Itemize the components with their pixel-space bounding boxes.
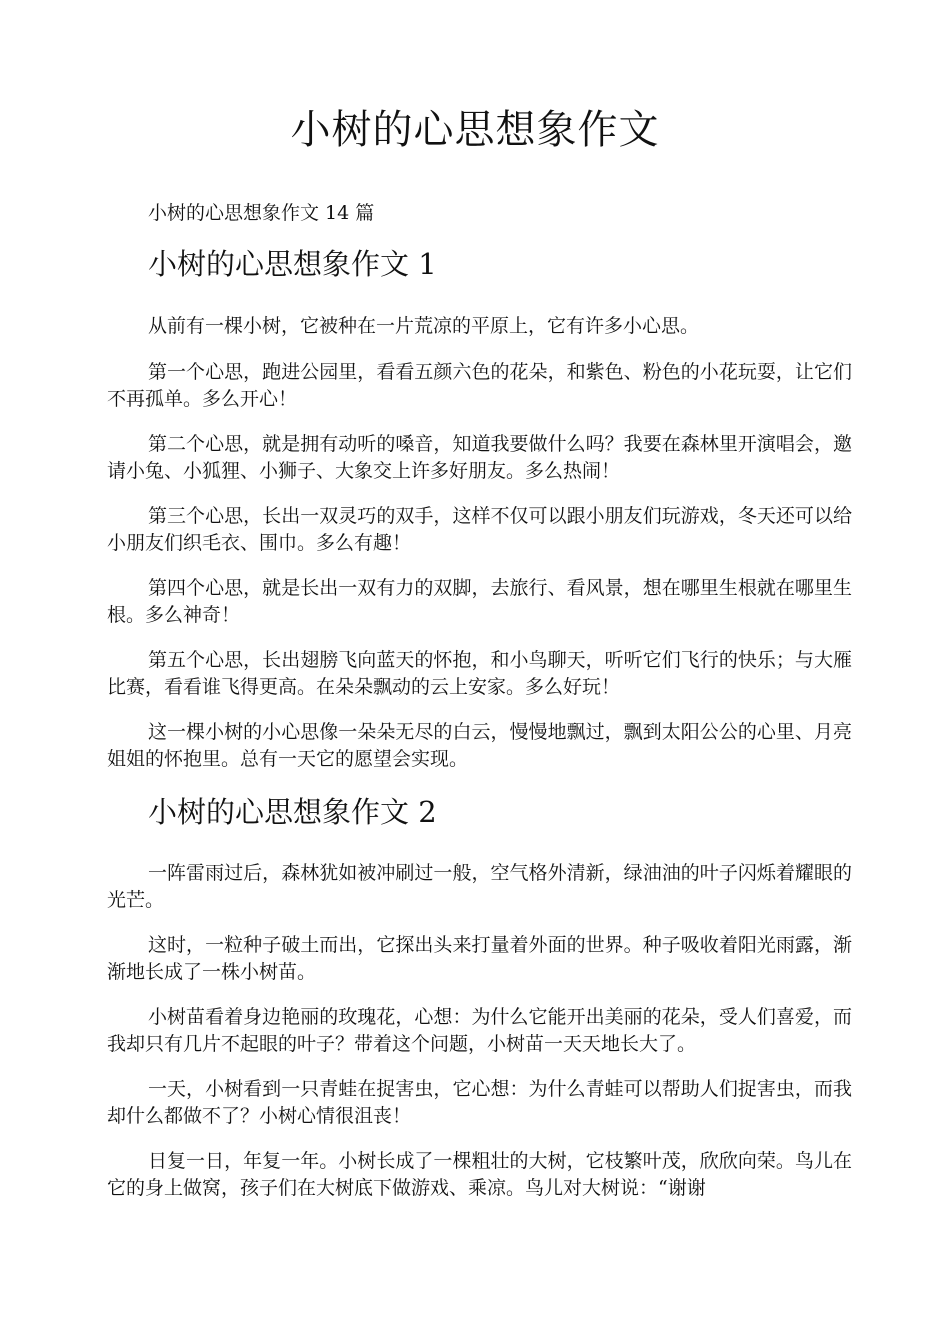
paragraph: 第一个心思，跑进公园里，看看五颜六色的花朵，和紫色、粉色的小花玩耍，让它们不再孤单。多么开心！: [107, 361, 852, 410]
paragraph: 从前有一棵小树，它被种在一片荒凉的平原上，它有许多小心思。: [148, 315, 700, 337]
paragraph: 一天，小树看到一只青蛙在捉害虫，它心想：为什么青蛙可以帮助人们捉害虫，而我却什么都做不了？小树心情很沮丧！: [107, 1078, 852, 1127]
paragraph: 日复一日，年复一年。小树长成了一棵粗壮的大树，它枝繁叶茂，欣欣向荣。鸟儿在它的身上做窝，孩子们在大树底下做游戏、乘凉。鸟儿对大树说：“谢谢: [107, 1150, 852, 1199]
paragraph: 这一棵小树的小心思像一朵朵无尽的白云，慢慢地飘过，飘到太阳公公的心里、月亮姐姐的怀抱里。总有一天它的愿望会实现。: [107, 721, 852, 770]
paragraph: 第四个心思，就是长出一双有力的双脚，去旅行、看风景，想在哪里生根就在哪里生根。多么神奇！: [107, 577, 852, 626]
paragraph: 小树苗看着身边艳丽的玫瑰花，心想：为什么它能开出美丽的花朵，受人们喜爱，而我却只有几片不起眼的叶子？带着这个问题，小树苗一天天地长大了。: [107, 1006, 852, 1055]
section-heading-2: 小树的心思想象作文 2: [148, 795, 437, 829]
section-heading-1: 小树的心思想象作文 1: [148, 247, 437, 281]
paragraph: 第三个心思，长出一双灵巧的双手，这样不仅可以跟小朋友们玩游戏，冬天还可以给小朋友们织毛衣、围巾。多么有趣！: [107, 505, 852, 554]
paragraph: 第五个心思，长出翅膀飞向蓝天的怀抱，和小鸟聊天，听听它们飞行的快乐；与大雁比赛，看看谁飞得更高。在朵朵飘动的云上安家。多么好玩！: [107, 649, 852, 698]
paragraph: 这时，一粒种子破土而出，它探出头来打量着外面的世界。种子吸收着阳光雨露，渐渐地长成了一株小树苗。: [107, 934, 852, 983]
paragraph: 一阵雷雨过后，森林犹如被冲刷过一般，空气格外清新，绿油油的叶子闪烁着耀眼的光芒。: [107, 862, 852, 911]
document-subtitle: 小树的心思想象作文 14 篇: [148, 202, 375, 224]
paragraph: 第二个心思，就是拥有动听的嗓音，知道我要做什么吗？我要在森林里开演唱会，邀请小兔、小狐狸、小狮子、大象交上许多好朋友。多么热闹！: [107, 433, 852, 482]
document-title: 小树的心思想象作文: [290, 107, 660, 153]
